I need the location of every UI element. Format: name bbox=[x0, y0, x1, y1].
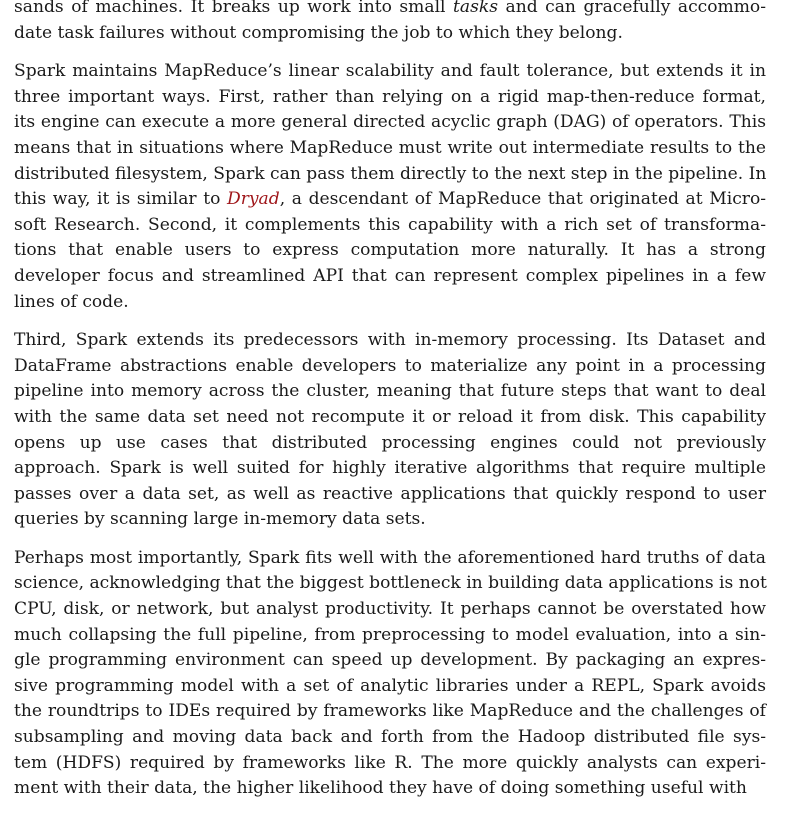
text-run: means that in situations where MapReduce must write out intermediate results to the bbox=[14, 137, 766, 158]
emphasized-term: tasks bbox=[453, 0, 498, 17]
text-line bbox=[14, 213, 766, 239]
text-run: much collapsing the full pipeline, from preprocessing to model evaluation, into a sin- bbox=[14, 624, 766, 645]
text-line bbox=[14, 648, 766, 674]
text-line bbox=[14, 597, 766, 623]
text-line bbox=[14, 623, 766, 649]
text-line bbox=[14, 162, 766, 188]
text-run: opens up use cases that distributed processing engines could not previously bbox=[14, 432, 766, 453]
text-run: , a descendant of MapReduce that originated at Micro- bbox=[279, 189, 767, 210]
text-run: distributed filesystem, Spark can pass them directly to the next step in the pipeline. In bbox=[14, 163, 767, 184]
text-run: passes over a data set, as well as reactive applications that quickly respond to user bbox=[14, 483, 766, 504]
text-run: its engine can execute a more general directed acyclic graph (DAG) of operators. This bbox=[14, 112, 766, 133]
text-line bbox=[14, 482, 766, 508]
text-run: three important ways. First, rather than relying on a rigid map-then-reduce format, bbox=[14, 86, 766, 107]
text-line bbox=[14, 110, 766, 136]
text-run: tem (HDFS) required by frameworks like R. The more quickly analysts can experi- bbox=[14, 752, 766, 773]
body-paragraph bbox=[14, 546, 766, 802]
text-run: soft Research. Second, it complements this capability with a rich set of transforma- bbox=[14, 214, 766, 235]
text-line bbox=[14, 456, 766, 482]
text-line bbox=[14, 328, 766, 354]
text-run: sive programming model with a set of analytic libraries under a REPL, Spark avoids bbox=[14, 675, 766, 696]
text-line bbox=[14, 776, 766, 802]
text-run: ment with their data, the higher likelihood they have of doing something useful with bbox=[14, 778, 747, 799]
text-line bbox=[14, 238, 766, 264]
text-line bbox=[14, 725, 766, 751]
text-run: developer focus and streamlined API that can represent complex pipelines in a few bbox=[14, 265, 766, 286]
text-run: tions that enable users to express computation more naturally. It has a strong bbox=[14, 240, 766, 261]
text-run: approach. Spark is well suited for highly iterative algorithms that require multiple bbox=[14, 458, 766, 479]
text-run: sands of machines. It breaks up work into small bbox=[14, 0, 454, 17]
body-paragraph bbox=[14, 328, 766, 533]
text-line bbox=[14, 405, 766, 431]
text-run: Perhaps most importantly, Spark fits well with the aforementioned hard truths of data bbox=[14, 547, 766, 568]
text-line bbox=[14, 699, 766, 725]
text-line bbox=[14, 431, 766, 457]
text-line bbox=[14, 751, 766, 777]
text-run: and can gracefully accommo- bbox=[498, 0, 767, 17]
text-line bbox=[14, 379, 766, 405]
text-line bbox=[14, 354, 766, 380]
text-run: gle programming environment can speed up development. By packaging an expres- bbox=[14, 650, 766, 671]
text-line bbox=[14, 674, 766, 700]
document-page bbox=[14, 0, 766, 815]
body-paragraph bbox=[14, 0, 766, 46]
text-run: with the same data set need not recompute it or reload it from disk. This capability bbox=[14, 406, 766, 427]
text-line bbox=[14, 507, 766, 533]
text-line bbox=[14, 85, 766, 111]
text-run: this way, it is similar to bbox=[14, 189, 228, 210]
text-run: CPU, disk, or network, but analyst productivity. It perhaps cannot be overstated how bbox=[14, 599, 766, 620]
text-line bbox=[14, 187, 766, 213]
text-run: lines of code. bbox=[14, 291, 129, 312]
text-line bbox=[14, 290, 766, 316]
text-run: date task failures without compromising the job to which they belong. bbox=[14, 22, 623, 43]
text-run: pipeline into memory across the cluster, meaning that future steps that want to deal bbox=[14, 381, 766, 402]
text-run: science, acknowledging that the biggest bottleneck in building data applications is not bbox=[14, 573, 767, 594]
text-line bbox=[14, 546, 766, 572]
text-line bbox=[14, 571, 766, 597]
dryad-link[interactable]: Dryad bbox=[227, 189, 280, 210]
text-run: the roundtrips to IDEs required by frameworks like MapReduce and the challenges of bbox=[14, 701, 766, 722]
text-line bbox=[14, 21, 766, 47]
text-line bbox=[14, 59, 766, 85]
text-line bbox=[14, 136, 766, 162]
text-line bbox=[14, 0, 766, 21]
text-run: DataFrame abstractions enable developers to materialize any point in a processing bbox=[14, 355, 766, 376]
text-line bbox=[14, 264, 766, 290]
text-run: Third, Spark extends its predecessors with in-memory processing. Its Dataset and bbox=[14, 330, 766, 351]
text-run: subsampling and moving data back and forth from the Hadoop distributed file sys- bbox=[14, 727, 766, 748]
text-run: queries by scanning large in-memory data sets. bbox=[14, 509, 426, 530]
text-run: Spark maintains MapReduce’s linear scalability and fault tolerance, but extends it in bbox=[14, 61, 766, 82]
body-paragraph bbox=[14, 59, 766, 315]
